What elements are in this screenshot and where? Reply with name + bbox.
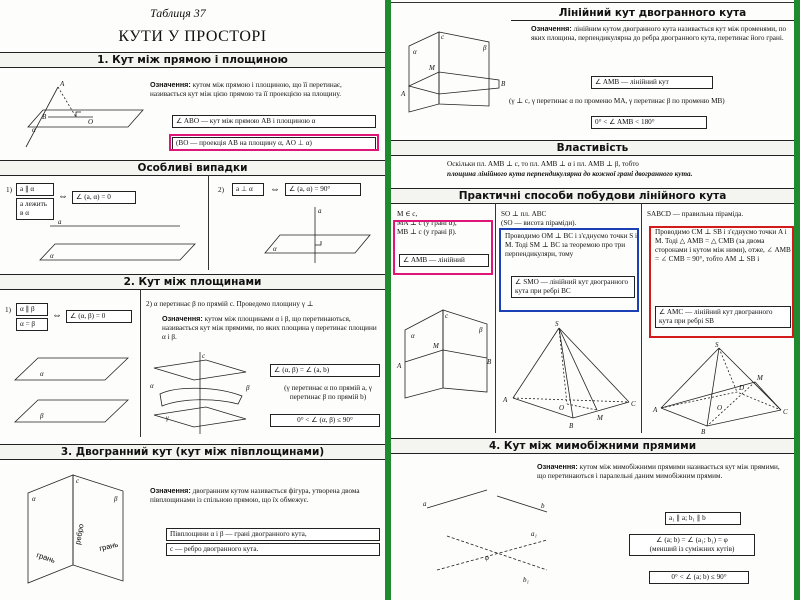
s1-box-projection: (BO — проекція AB на площину α, AO ⊥ α) [172,137,376,150]
svg-text:α: α [32,126,36,134]
svg-text:D: D [739,384,745,392]
s2-note: (γ перетинає α по прямій a, γ перетинає β по прямій b) [284,384,372,401]
linear-definition: Означення: лінійним кутом двогранного кута називається кут між променями, по яких площина, перпендикулярна до ребра двогранного кута, перетинає його грані. [531,24,787,42]
special-cases-heading: Особливі випадки [0,160,385,176]
s1-definition: Означення: кутом між прямою і площиною, що її перетинає, називається кут між цією прямою та її проекцією на площину. [150,80,342,98]
way1-line2: MA ⊥ c (у грані α), [397,219,457,227]
way2-line1: SO ⊥ пл. ABC [501,210,547,218]
svg-text:C: C [631,400,636,408]
svg-text:α: α [273,245,277,253]
line-a [427,490,487,508]
right-page [391,0,794,600]
s2-box-angle: ∠ (α, β) = ∠ (a, b) [270,364,380,377]
svg-text:B: B [487,358,492,366]
dihedral-figure [18,465,138,585]
section4-heading: 4. Кут між мимобіжними прямими [391,438,794,454]
s2-box-equal: α = β [16,318,48,331]
svg-text:α: α [413,48,417,56]
way3-box: ∠ AMC — лінійний кут двогранного кута при ребрі SB [655,306,791,328]
svg-text:β: β [483,44,487,52]
svg-text:c: c [441,33,445,41]
face-label-1: грань [35,550,57,565]
way3-body: Проводимо CM ⊥ SB і з'єднуємо точки A і M. Тоді △ AMB = △ CMB (за двома сторонами і кутом між ними), отже, ∠ AMB = ∠ CMB = 90°, тобто AM ⊥ SB і [655,228,791,263]
svg-text:M: M [597,414,603,422]
svg-text:B: B [42,113,47,121]
table-label: Таблиця 37 [150,6,206,20]
svg-text:c: c [202,352,206,360]
svg-text:φ: φ [485,554,489,562]
svg-text:A: A [503,396,508,404]
case1-arrow: ⇔ [58,191,68,202]
case1-box-parallel: a ∥ α [16,183,54,196]
section2-heading: 2. Кут між площинами [0,274,385,290]
svg-text:b₁: b₁ [523,576,529,584]
edge-label: ребро [73,523,86,546]
property-heading: Властивість [391,140,794,156]
s2-arrow: ⇔ [52,310,62,321]
case1-box-lies: a лежить в α [16,198,54,220]
svg-text:α: α [32,495,36,503]
svg-text:c: c [445,312,449,320]
section3-heading: 3. Двогранний кут (кут між півплощинами) [0,444,385,460]
way2-highlight-blue [499,228,639,312]
way2-line2: (SO — висота піраміди). [501,219,577,227]
svg-text:A: A [401,90,406,98]
svg-text:B: B [701,428,706,436]
svg-text:β: β [40,412,44,420]
page-title: КУТИ У ПРОСТОРІ [118,28,267,45]
s1-box-angle: ∠ ABO — кут між прямою AB і площиною α [172,115,376,128]
case1-result: ∠ (a, α) = 0 [72,191,136,204]
skew-lines-figure [407,478,557,588]
s4-range: 0° < ∠ (a; b) ≤ 90° [649,571,749,584]
linear-angle-shaded [409,72,499,94]
way3-highlight-red [649,226,794,338]
svg-text:a₁: a₁ [531,530,537,538]
svg-text:b: b [541,502,545,510]
s2-case-number: 1) [5,306,11,314]
line-b [497,496,547,512]
svg-text:γ: γ [166,414,169,422]
line-plane-figure [18,72,148,152]
s4-box-angle-line2: (менший із суміжних кутів) [649,545,735,553]
way1-line3: MB ⊥ c (у грані β). [397,228,457,236]
svg-text:C: C [783,408,788,416]
case2-figure [255,205,375,265]
s4-box-angle [629,534,755,556]
way3-pyramid-figure [653,342,791,434]
s2-definition: Означення: кутом між площинами α і β, що перетинаються, називається кут між прямими, по яких площина γ перетинає площини α і β. [162,314,377,341]
way1-line1: M ∈ c, [397,210,418,218]
s2-box-parallel: α ∥ β [16,303,48,316]
practical-ways-heading: Практичні способи побудови лінійного кута [391,188,794,204]
svg-text:A: A [397,362,402,370]
linear-range: 0° < ∠ AMB < 180° [591,116,707,129]
svg-text:A: A [60,80,65,88]
svg-text:O: O [717,404,723,412]
line-b1 [447,536,547,570]
svg-text:M: M [429,64,435,72]
s3-box-faces: Півплощини α і β — грані двогранного кута, [166,528,380,541]
face-label-2: грань [98,539,120,553]
svg-text:a: a [318,207,322,215]
linear-angle-figure [399,24,519,114]
case2-number: 2) [218,186,224,194]
linear-box-amb: ∠ AMB — лінійний кут [591,76,713,89]
svg-text:β: β [479,326,483,334]
s2-intro: 2) α перетинає β по прямій c. Проведемо площину γ ⊥ [146,300,314,308]
svg-text:β: β [114,495,118,503]
linear-note: (γ ⊥ c, γ перетинає α по променю MA, γ перетинає β по променю MB) [509,97,725,105]
svg-text:c: c [76,477,80,485]
way1-figure [397,300,493,400]
svg-text:β: β [246,384,250,392]
way2-box: ∠ SMO — лінійний кут двогранного кута при ребрі BC [511,276,635,298]
svg-text:α: α [50,252,54,260]
s1-highlight-pink [169,134,379,151]
green-frame-right [794,0,800,600]
s2-result: ∠ (α, β) = 0 [66,310,132,323]
svg-text:α: α [411,332,415,340]
case2-arrow: ⇔ [270,184,280,195]
svg-text:S: S [555,320,559,328]
parallel-planes-figure [10,350,135,430]
svg-text:O: O [559,404,565,412]
svg-text:M: M [433,342,439,350]
svg-text:O: O [88,118,94,126]
gamma-plane-shaded [160,388,242,406]
s4-box-angle-line1: ∠ (a; b) = ∠ (a₁; b₁) = φ [656,536,728,544]
case2-result: ∠ (a, α) = 90° [285,183,361,196]
s3-definition: Означення: двогранним кутом називається фігура, утворена двома півплощинами із спільною прямою, що їх обмежує. [150,486,360,504]
svg-text:B: B [501,80,506,88]
way1-box: ∠ AMB — лінійний [399,254,489,267]
way2-pyramid-figure [503,318,639,430]
svg-text:S: S [715,341,719,349]
s2-range: 0° < ∠ (α, β) ≤ 90° [270,414,380,427]
left-page [0,0,385,600]
way2-body: Проводимо OM ⊥ BC і з'єднуємо точки S і M. Тоді SM ⊥ BC за теоремою про три перпендикуляри, тому [505,232,637,258]
property-text-1: Оскільки пл. AMB ⊥ c, то пл. AMB ⊥ α і пл. AMB ⊥ β, тобто [447,160,639,168]
s4-definition: Означення: кутом між мимобіжними прямими називається кут між прямими, що перетинаються і паралельні даним мимобіжним прямим. [537,462,780,480]
case2-box-perp: a ⊥ α [232,183,264,196]
line-a1 [437,540,547,570]
way3-line1: SABCD — правильна піраміда. [647,210,744,218]
property-text-2: площина лінійного кута перпендикулярна до кожної грані двогранного кута. [447,170,693,178]
case1-number: 1) [6,186,12,194]
s3-box-edge: c — ребро двогранного кута. [166,543,380,556]
way1-highlight-pink [393,220,493,275]
intersecting-planes-figure [146,350,256,435]
svg-text:B: B [569,422,574,430]
svg-text:a: a [58,218,62,226]
perp-ao [58,87,76,117]
svg-text:α: α [40,370,44,378]
svg-text:α: α [150,382,154,390]
svg-text:a: a [423,500,427,508]
section1-heading: 1. Кут між прямою і площиною [0,52,385,68]
linear-angle-heading: Лінійний кут двогранного кута [511,6,794,21]
svg-text:A: A [653,406,658,414]
case1-figure [30,218,200,266]
svg-text:M: M [757,374,763,382]
s4-box-parallel: a₁ ∥ a; b₁ ∥ b [665,512,741,525]
